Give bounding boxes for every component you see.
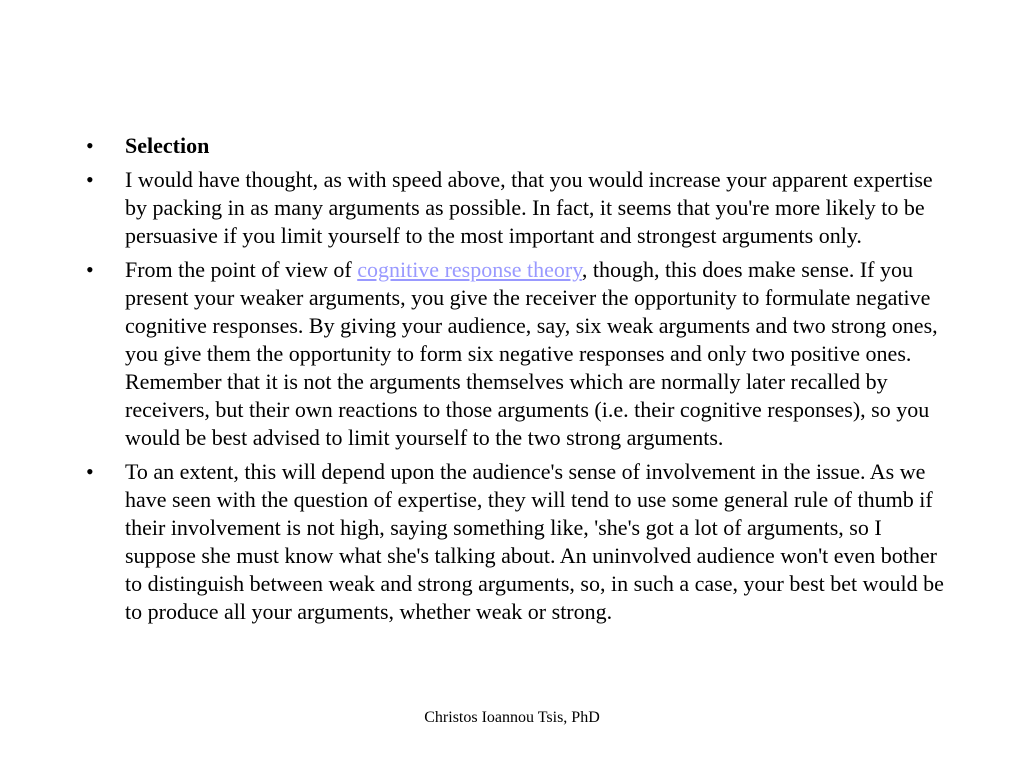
cognitive-response-theory-link[interactable]: cognitive response theory <box>357 257 582 282</box>
bullet-marker: • <box>86 167 94 192</box>
paragraph-text-after-link: , though, this does make sense. If you present your weaker arguments, you give the receiver the opportunity to formulate negative cognitive responses. By giving your audience, say, six weak arguments and two strong ones, you give them the opportunity to form six negative responses and only two positive ones. Remember that it is not the arguments themselves which are normally later recalled by receivers, but their own reactions to those arguments (i.e. their cognitive responses), so you would be best advised to limit yourself to the two strong arguments. <box>125 257 938 450</box>
bullet-heading <box>86 132 946 160</box>
bullet-marker: • <box>86 257 94 282</box>
bullet-marker: • <box>86 133 94 158</box>
paragraph-text-before-link: From the point of view of <box>125 257 358 282</box>
bullet-marker: • <box>86 459 94 484</box>
paragraph-text: To an extent, this will depend upon the audience's sense of involvement in the issue. As we have seen with the question of expertise, they will tend to use some general rule of thumb if their involvement is not high, saying something like, 'she's got a lot of arguments, so I suppose she must know what she's talking about. An uninvolved audience won't even bother to distinguish between weak and strong arguments, so, in such a case, your best bet would be to produce all your arguments, whether weak or strong. <box>125 459 944 624</box>
section-heading: Selection <box>125 133 210 158</box>
bullet-list <box>86 132 946 632</box>
bullet-paragraph-3 <box>86 458 946 626</box>
paragraph-text: I would have thought, as with speed above, that you would increase your apparent expertise by packing in as many arguments as possible. In fact, it seems that you're more likely to be persuasive if you limit yourself to the most important and strongest arguments only. <box>125 167 933 248</box>
bullet-paragraph-1 <box>86 166 946 250</box>
bullet-paragraph-2 <box>86 256 946 452</box>
slide-footer-author: Christos Ioannou Tsis, PhD <box>424 709 600 726</box>
